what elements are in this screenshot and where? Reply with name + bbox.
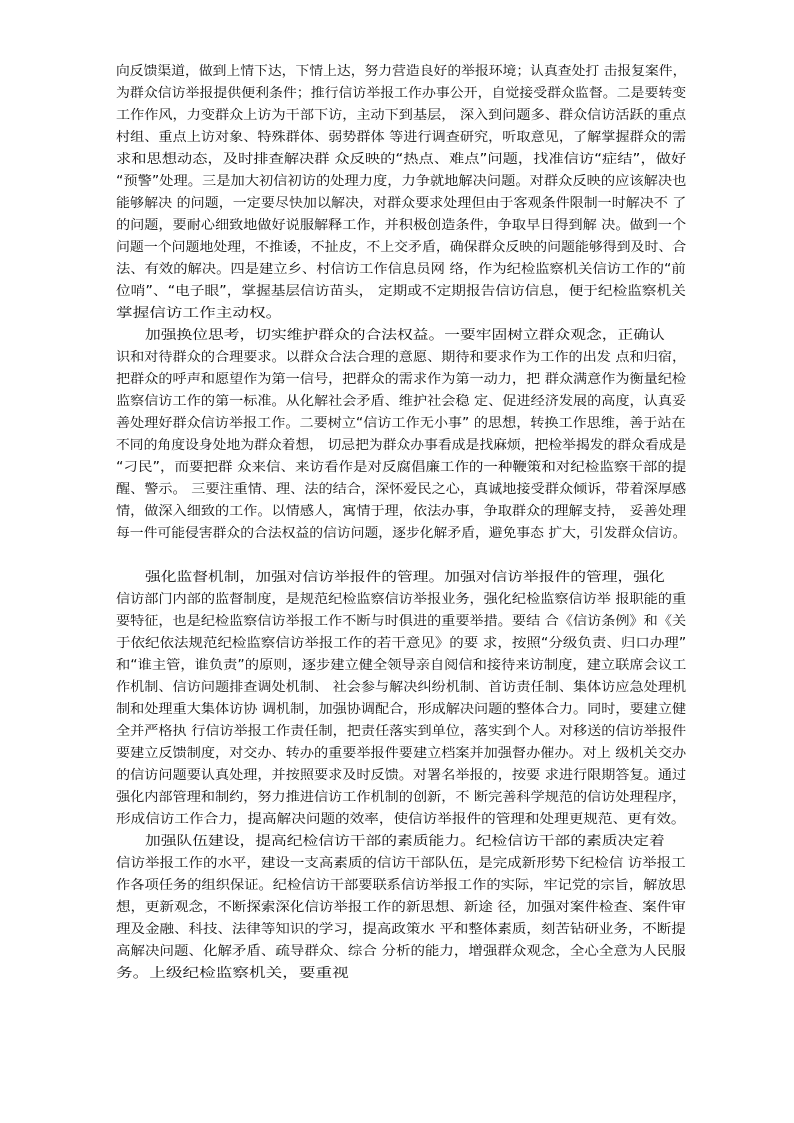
text-line: 高解决问题、化解矛盾、疏导群众、综合 分析的能力，增强群众观念，全心全意为人民服 <box>116 944 686 959</box>
text-line: 每一件可能侵害群众的合法权益的信访问题，逐步化解矛盾，避免事态 扩大，引发群众信访。 <box>116 526 687 541</box>
text-line: 加强队伍建设，提高纪检信访干部的素质能力。纪检信访干部的素质决定着 <box>145 834 665 849</box>
text-line: 要特征，也是纪检监察信访举报工作不断与时俱进的重要举措。要结 合《信访条例》和《关 <box>116 614 687 629</box>
text-line: 加强换位思考，切实维护群众的合法权益。一要牢固树立群众观念，正确认 <box>145 328 665 343</box>
text-line: “刁民”，而要把群 众来信、来访看作是对反腐倡廉工作的一种鞭策和对纪检监察干部的提 <box>116 460 687 475</box>
text-line: 工作作风，力变群众上访为干部下访，主动下到基层， 深入到问题多、群众信访活跃的重点 <box>116 108 687 123</box>
text-line: 强化内部管理和制约，努力推进信访工作机制的创新，不 断完善科学规范的信访处理程序， <box>116 790 687 805</box>
text-line: 要建立反馈制度，对交办、转办的重要举报件要建立档案并加强督办催办。对上 级机关交办 <box>116 746 687 761</box>
text-line: 向反馈渠道，做到上情下达，下情上达，努力营造良好的举报环境；认真查处打 击报复案件， <box>116 64 687 79</box>
text-line: 强化监督机制，加强对信访举报件的管理。加强对信访举报件的管理，强化 <box>145 570 665 585</box>
text-line: 能够解决 的问题，一定要尽快加以解决，对群众要求处理但由于客观条件限制一时解决不 了 <box>116 196 687 211</box>
text-line: “预警”处理。三是加大初信初访的处理力度，力争就地解决问题。对群众反映的应该解决也 <box>116 174 687 189</box>
text-line: 理及金融、科技、法律等知识的学习，提高政策水 平和整体素质，刻苦钻研业务，不断提 <box>116 922 686 937</box>
text-line: 的问题，要耐心细致地做好说服解释工作，并积极创造条件，争取早日得到解 决。做到一个 <box>116 218 687 233</box>
text-line: 务。上级纪检监察机关，要重视 <box>116 966 349 981</box>
text-line: 作机制、信访问题排查调处机制、 社会参与解决纠纷机制、首访责任制、集体访应急处理机 <box>116 680 687 695</box>
text-line: 村组、重点上访对象、特殊群体、弱势群体 等进行调查研究，听取意见，了解掌握群众的需 <box>116 130 687 145</box>
text-line: 信访举报工作的水平，建设一支高素质的信访干部队伍，是完成新形势下纪检信 访举报工 <box>116 856 686 871</box>
text-line: 于依纪依法规范纪检监察信访举报工作的若干意见》的要 求，按照“分级负责、归口办理” <box>116 636 687 651</box>
text-line: 识和对待群众的合理要求。以群众合法合理的意愿、期待和要求作为工作的出发 点和归宿， <box>116 350 687 365</box>
text-line: 求和思想动态，及时排查解决群 众反映的“热点、难点”问题，找准信访“症结”，做好 <box>116 152 687 167</box>
text-line: 为群众信访举报提供便利条件；推行信访举报工作办事公开，自觉接受群众监督。二是要转变 <box>116 86 687 101</box>
text-line: 作各项任务的组织保证。纪检信访干部要联系信访举报工作的实际，牢记党的宗旨，解放思 <box>116 878 686 893</box>
text-line: 醒、警示。 三要注重情、理、法的结合，深怀爱民之心，真诚地接受群众倾诉，带着深厚感 <box>116 482 687 497</box>
text-line: 全并严格执 行信访举报工作责任制，把责任落实到单位，落实到个人。对移送的信访举报件 <box>116 724 687 739</box>
text-line: 和“谁主管，谁负责”的原则，逐步建立健全领导亲自阅信和接待来访制度，建立联席会议工 <box>116 658 687 673</box>
text-line: 问题一个问题地处理，不推诿，不扯皮，不上交矛盾，确保群众反映的问题能够得到及时、合 <box>116 240 687 255</box>
text-line: 的信访问题要认真处理，并按照要求及时反馈。对署名举报的，按要 求进行限期答复。通过 <box>116 768 687 783</box>
text-line: 制和处理重大集体访协 调机制，加强协调配合，形成解决问题的整体合力。同时，要建立健 <box>116 702 687 717</box>
text-line: 法、有效的解决。四是建立乡、村信访工作信息员网 络，作为纪检监察机关信访工作的“前 <box>116 262 686 277</box>
text-line: 形成信访工作合力，提高解决问题的效率，使信访举报件的管理和处理更规范、更有效。 <box>116 812 686 827</box>
text-line: 想，更新观念，不断探索深化信访举报工作的新思想、新途 径，加强对案件检查、案件审 <box>116 900 686 915</box>
text-line: 掌握信访工作主动权。 <box>116 306 283 321</box>
text-line: 监察信访工作的第一标准。从化解社会矛盾、维护社会稳 定、促进经济发展的高度，认真妥 <box>116 394 687 409</box>
text-line: 不同的角度设身处地为群众着想， 切忌把为群众办事看成是找麻烦，把检举揭发的群众看成是 <box>116 438 687 453</box>
text-line: 善处理好群众信访举报工作。二要树立“信访工作无小事” 的思想，转换工作思维，善于站在 <box>116 416 686 431</box>
text-line: 情，做深入细致的工作。以情感人，寓情于理，依法办事，争取群众的理解支持， 妥善处理 <box>116 504 687 519</box>
text-line: 把群众的呼声和愿望作为第一信号，把群众的需求作为第一动力，把 群众满意作为衡量纪检 <box>116 372 687 387</box>
text-line: 信访部门内部的监督制度，是规范纪检监察信访举报业务，强化纪检监察信访举 报职能的重 <box>116 592 687 607</box>
text-line: 位哨”、“电子眼”，掌握基层信访苗头， 定期或不定期报告信访信息，便于纪检监察机关 <box>116 284 686 299</box>
